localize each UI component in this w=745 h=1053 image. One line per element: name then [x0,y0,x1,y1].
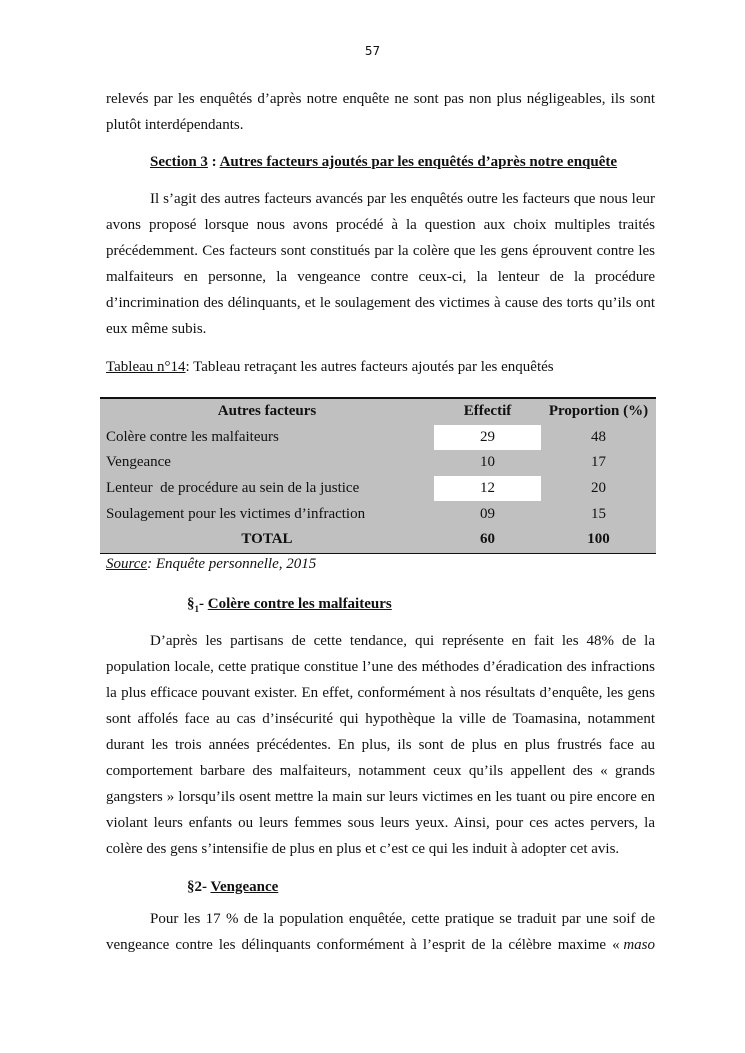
factor-cell: Vengeance [106,454,171,471]
section-3-heading [150,153,617,171]
table-header-row [100,398,656,425]
count-cell: 12 [434,476,541,502]
intro-line: relevés par les enquêtés d’après notre enquête ne sont pas non plus négligeables, ils sont [106,91,655,107]
source-label: Source [106,556,148,572]
subsection-dash: - [199,596,208,612]
italic-word: maso [623,937,655,953]
line-text: vengeance contre les délinquants conformément à l’esprit de la célèbre maxime « [106,937,624,953]
paragraph-line: eux même subis. [106,321,207,337]
proportion-cell: 17 [591,454,606,471]
paragraph-line [106,936,655,954]
caption-label: Tableau n°14 [106,359,186,375]
subsection-1-heading [187,595,392,618]
section-sep: : [207,154,220,170]
subsection-2-heading [187,878,278,896]
proportion-cell: 48 [591,428,606,445]
subsection-number: 1 [194,604,199,614]
section-label: Section 3 [150,154,208,170]
paragraph-line: avons proposé lorsque nous avons procédé à la question aux choix multiples traités [106,217,655,233]
proportion-cell: 20 [591,480,606,497]
paragraph-line: D’après les partisans de cette tendance, qui représente en fait les 48% de la [150,633,655,649]
section-title: Autres facteurs ajoutés par les enquêtés d’après notre enquête [219,154,618,170]
count-cell: 29 [434,425,541,451]
page-number: 57 [364,44,381,58]
total-count: 60 [480,531,495,548]
col-header-proportion: Proportion (%) [548,403,649,420]
table-row [100,425,656,451]
table-row [100,501,656,527]
factor-cell: Soulagement pour les victimes d’infraction [106,505,366,522]
paragraph-line: durant les trois années précédentes. En plus, ils sont de plus en plus frustrés face au [106,737,655,753]
intro-line: plutôt interdépendants. [106,117,244,133]
source-text: : Enquête personnelle, 2015 [147,556,317,572]
paragraph-line: comportement barbare des malfaiteurs, notamment ceux qu’ils appellent des « grands [106,763,655,779]
paragraph-line: Il s’agit des autres facteurs avancés par les enquêtés outre les facteurs que nous leur [150,191,655,207]
caption-text: : Tableau retraçant les autres facteurs ajoutés par les enquêtés [185,359,554,375]
col-header-factors: Autres facteurs [217,403,317,420]
table-row [100,476,656,502]
subsection-title: Vengeance [210,879,279,895]
table-total-row [100,527,656,553]
factor-cell: Lenteur de procédure au sein de la justice [106,480,360,497]
factors-table [100,397,656,554]
table-caption [106,358,554,376]
factor-cell: Colère contre les malfaiteurs [106,428,279,445]
paragraph-line: gangsters » lorsqu’ils osent mettre la main sur leurs victimes en les tuant ou pire encore en [106,789,655,805]
paragraph-line: malfaiteurs en personne, la vengeance contre ceux-ci, la lenteur de la procédure [106,269,655,285]
paragraph-line: précédemment. Ces facteurs sont constitués par la colère que les gens éprouvent contre les [106,243,655,259]
paragraph-line: la plus efficace pouvant exister. En effet, conformément à nos résultats d’enquête, les gens [106,685,655,701]
subsection-title: Colère contre les malfaiteurs [207,596,392,612]
paragraph-line: sont affolés face au cas d’insécurité qui hypothèque la ville de Toamasina, notamment [106,711,655,727]
section-symbol: § [187,596,195,612]
proportion-cell: 15 [591,505,606,522]
table-source [106,555,316,573]
count-cell: 09 [480,505,495,522]
total-label: TOTAL [241,531,293,548]
table-row [100,450,656,476]
subsection-prefix: §2- [187,879,211,895]
paragraph-line: d’incrimination des délinquants, et le soulagement des victimes à cause des torts qu’ils ont [106,295,655,311]
count-cell: 10 [480,454,495,471]
paragraph-line: violant leurs enfants ou leurs femmes sous leurs yeux. Ainsi, pour ces actes pervers, la [106,815,655,831]
total-proportion: 100 [587,531,610,548]
paragraph-line: population locale, cette pratique constitue l’une des méthodes d’éradication des infractions [106,659,655,675]
paragraph-line: Pour les 17 % de la population enquêtée, cette pratique se traduit par une soif de [150,911,655,927]
col-header-count: Effectif [463,403,512,420]
paragraph-line: colère des gens s’intensifie de plus en plus et c’est ce qui les induit à adopter cet avis. [106,841,620,857]
